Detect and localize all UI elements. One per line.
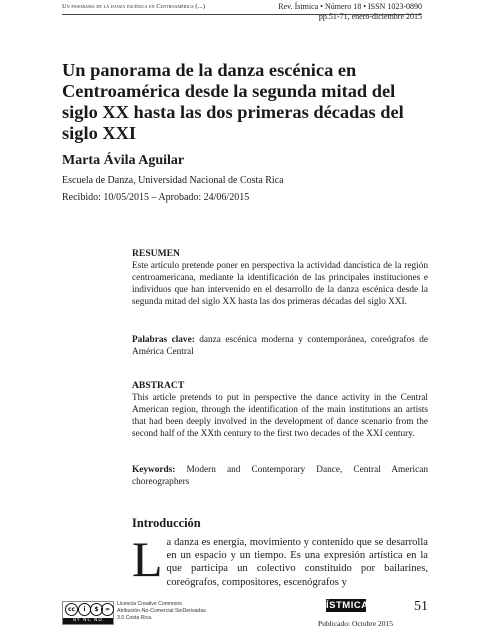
license-line-2: Atribución-No-Comercial SinDerivadas: [117, 608, 206, 614]
resumen-heading: RESUMEN: [132, 248, 180, 259]
abstract-keywords-text: Modern and Contemporary Dance, Central American choreographers: [132, 465, 428, 487]
license-text: [117, 601, 206, 622]
publication-date: Publicado: Octubre 2015: [318, 619, 393, 628]
abstract-keywords: [132, 464, 428, 488]
journal-logo: ÍSTMICA: [326, 600, 369, 611]
header-rule: [62, 14, 422, 15]
nc-icon: $: [90, 603, 103, 616]
introduccion-heading: Introducción: [132, 516, 201, 530]
nd-icon: =: [101, 603, 114, 616]
abstract-text: This article pretends to put in perspective the dance activity in the Central American region, through the identification of the main institutions an artists that had been deeply involved in the development of dance scenario from the second half of the XXth century to the first two decades of the XXI century.: [132, 393, 428, 439]
resumen-section: [132, 248, 428, 308]
creative-commons-icon: [62, 601, 114, 625]
abstract-heading: ABSTRACT: [132, 380, 185, 391]
cc-icon: cc: [65, 603, 78, 616]
introduccion-text: a danza es energía, movimiento y contenido que se desarrolla en un espacio y un tiempo. Es una expresión artística en la que participa un colectivo constituido por bailarines, coreógrafos, compositores, escenógrafos y: [166, 537, 428, 588]
journal-info: [278, 2, 422, 22]
page-footer: [62, 599, 428, 639]
abstract-section: [132, 380, 428, 440]
journal-issue-line: Rev. Ístmica • Número 18 • ISSN 1023-0890: [278, 2, 422, 11]
author-name: Marta Ávila Aguilar: [62, 153, 185, 168]
license-line-1: Licencia Creative Commons: [117, 601, 182, 607]
page-number: 51: [414, 599, 428, 614]
abstract-keywords-label: Keywords:: [132, 465, 176, 475]
license-line-3: 3.0 Costa Rica.: [117, 615, 153, 621]
author-affiliation: Escuela de Danza, Universidad Nacional de Costa Rica: [62, 175, 284, 186]
journal-pages-line: pp.51-71, enero-diciembre 2015: [318, 12, 422, 21]
by-icon: i: [78, 603, 91, 616]
article-dates: Recibido: 10/05/2015 – Aprobado: 24/06/2015: [62, 192, 250, 203]
introduccion-paragraph: [132, 531, 428, 589]
article-title: Un panorama de la danza escénica en Centroamérica desde la segunda mitad del siglo XX hasta las dos primeras décadas del siglo XXI: [62, 60, 404, 143]
cc-strip: BY NC ND: [63, 618, 113, 624]
resumen-text: Este artículo pretende poner en perspectiva la actividad dancística de la región centroamericana, mediante la identificación de las principales instituciones e individuos que han intervenido en el desarrollo de la danza escénica desde la segunda mitad del siglo XX hasta las dos primeras décadas del siglo XXI.: [132, 261, 428, 307]
resumen-keywords-text: danza escénica moderna y contemporánea, coreógrafos de América Central: [132, 335, 428, 357]
drop-cap: L: [132, 531, 163, 587]
running-title: Un panorama de la danza escénica en Centroamérica (...): [62, 3, 205, 10]
resumen-keywords-label: Palabras clave:: [132, 335, 195, 345]
resumen-keywords: [132, 334, 428, 358]
